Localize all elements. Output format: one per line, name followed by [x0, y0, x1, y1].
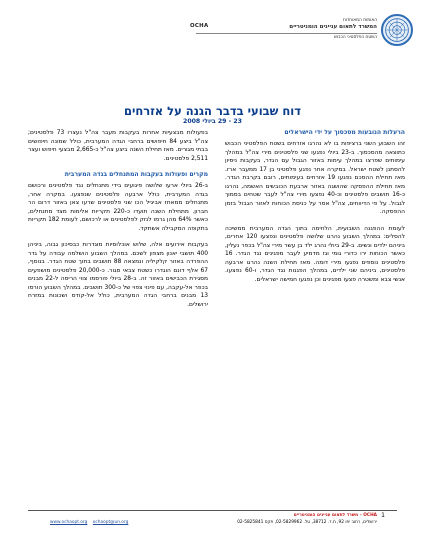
right-column	[225, 129, 405, 292]
section-heading: מקרים ופעולות בעקבות המתנחלים בגדה המערבית	[64, 171, 208, 178]
footer-address: ירושלים, רחוב יפו 92, ת.ד. 38712, טל. 02-5829962, פקס 02-5825841	[237, 520, 377, 525]
un-emblem-icon	[381, 14, 413, 46]
header-office-name: המשרד לתאום עניינים הומניטריים	[289, 23, 377, 30]
page-number: 1	[381, 512, 385, 519]
header-acronym: OCHA	[190, 22, 209, 29]
page-header	[0, 6, 425, 62]
email-link[interactable]: ochaopt@un.org	[92, 520, 129, 525]
website-link[interactable]: www.ochaopt.org	[50, 520, 88, 525]
document-title: דוח שבועי בדבר הגנה על אזרחים	[123, 104, 302, 118]
paragraph: לעומת ההפגנה השבועית, הלחימה בתוך הגדה המערבית ממשיכה להסלים: במהלך השבוע נהרגו שלושה פלסטינים ונפצעו 120 אחרים, ביניהם ילדים ונשים. ב-29 ביולי נהרג ילד בן עשר מירי צה"ל בכפר נעלין, כאשר הכוחות ירו כדורי גומי וגז מדמיע לעבר מפגינים נגד הגדר. 16 פלסטינים נוספים נפגעו מירי דומה. מאז תחילת השנה נהרגו ארבעה פלסטינים, ביניהם שני ילדים, במהלך הפגנות נגד הגדר, ו-60 נפצעו. אנשי צבא ומשטרה פצעו מפגינים וכן נפגעו חמישה ישראלים.	[225, 225, 405, 283]
document-dateline: 23 - 29 ביולי 2008	[183, 118, 242, 125]
footer-divider	[28, 510, 397, 511]
header-divider	[196, 33, 377, 34]
footer-office-name: OCHA – משרד לתאום עניינים הומניטריים	[293, 513, 377, 518]
paragraph: בפעולות מבצעיות אחרות בעקבות מעבר צה"ל נעצרו 73 פלסטינים; צה"ל ביצע 84 חיפושים ברחבי הגדה המערבית, כולל שמונה חיפושים בבתי מגורים. מאז תחילת השנה ביצע צה"ל כ-2,665 מבצעי חיפוש ועצר 2,511 פלסטינים.	[28, 130, 208, 162]
paragraph: ב-26 ביולי ארעו שלושה פיגועים בידי מתנחלים נגד פלסטינים ורכושם בגדה המערבית, כולל ארבעה פלסטינים שנפצעו. במקרה אחר, מתנחלים ממאחז אביגיל הכו שני פלסטינים שרעו צאן באזור דרום הר חברון. מתחילת השנה תועדו כ-220 תקריות אלימות מצד מתנחלים, כאשר 64% מהן גרמו לנזק לפלסטינים או לרכושם, לעומת 182 תקריות בתקופה המקבילה אשתקד.	[28, 183, 208, 232]
paragraph: בעקבות אירועים אלה, שלוש אוכלוסיות מוגדרות כבסיכון גבוה, ביניהן 400 תושבי יאנון מצפון לשכם. במהלך השבוע הושלמה עבודה על גדר ההפרדה באזור קלקיליה ונמצאה 88 תושבים בתוך שטח הגדר. בנוסף, 67 אלף דונם הוגדרו כשטח צבאי סגור. כ-20,000 פלסטינים מושפעים מסגירת הכבישים באזור זה. ב-28 ביולי פורסמו צווי הריסה ל-22 מבנים בכפר אל-עקבה, עם פינוי צפוי של כ-300 תושבים. במהלך השבוע הורסו 13 מבנים ברחבי הגדה המערבית, כולל אל-קודס ושכונות במזרח ירושלים.	[28, 242, 208, 308]
section-heading: הרעלות הנובעות מסכסוך על ידי הישראלים	[284, 129, 405, 136]
paragraph: זהו השבוע השני ברציפות בו לא נהרגו אזרחים בשטח הפלסטיני הכבוש כתוצאה מהסכסוך. ב-23 ביולי נפגעו שני פלסטינים מירי צה"ל במהלך עימותים שפרצו במהלך עימות באזור הגבול עם הגדר, בעקבות ניסיון להסתנן לשטח ישראל. במקרה אחר נפגע פלסטיני בן 17 ממעבר ארז. מאז תחילת ההסכם נפגעו 19 אזרחים בעימותים, רובם בקרבת הגדר. מאז תחילת ההפסקה שהושגה באזור ארבעת הכובשים האשמה, נהרגו כ-16 תושבים פלסטינים וכ-40 נפצעו מירי צה"ל לעבר שטחים בסמוך לגבול. על פי הדיווחים, צה"ל אסר על כניסת הכוחות לאזור הגבול בזמן ההפסקה.	[225, 141, 405, 215]
header-region-line: השטח הפלסטיני הכבוש	[333, 35, 377, 40]
left-column	[28, 129, 208, 315]
header-org-line: האומות המאוחדות	[342, 18, 377, 23]
footer-links	[50, 520, 128, 525]
